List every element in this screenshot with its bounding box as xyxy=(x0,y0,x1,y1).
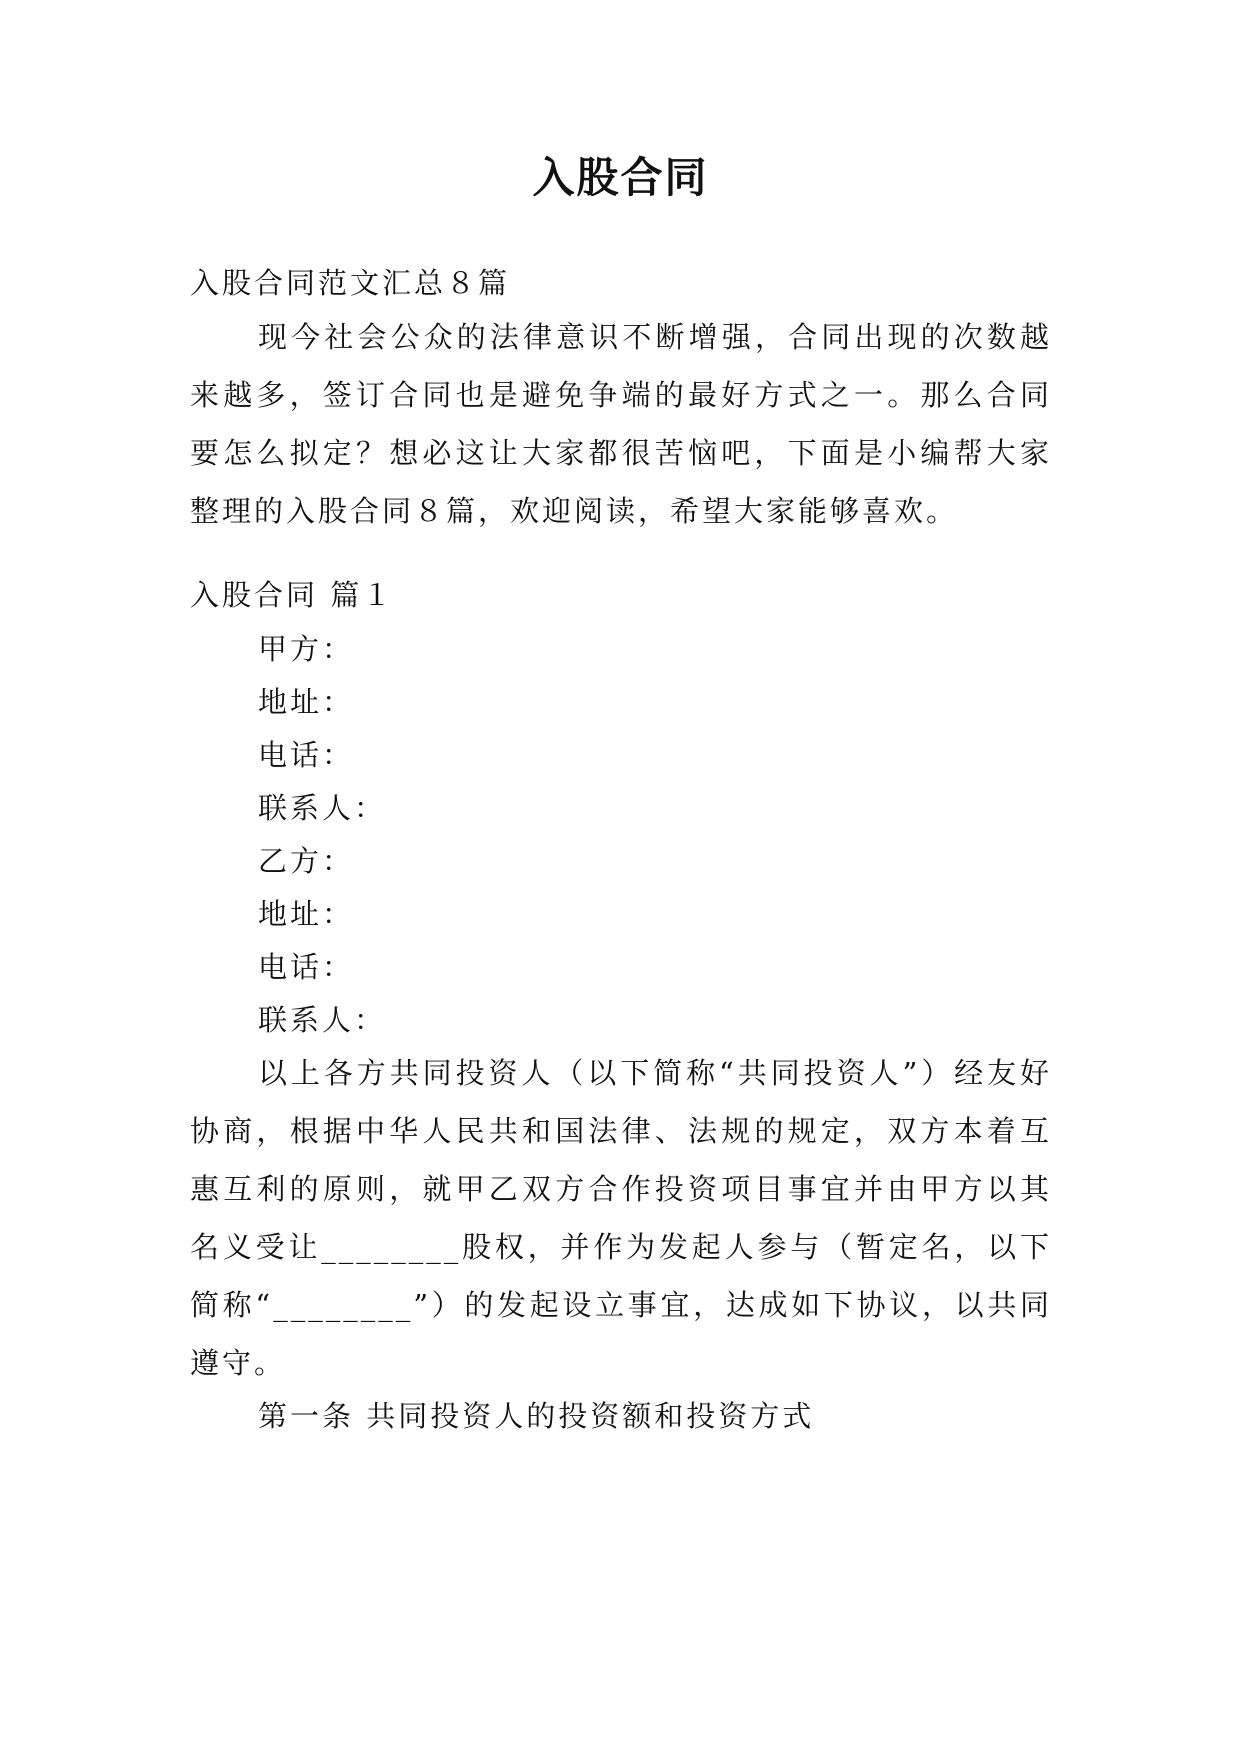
article-1-heading: 第一条 共同投资人的投资额和投资方式 xyxy=(258,1399,815,1433)
party-a-contact-label: 联系人： xyxy=(258,791,387,825)
intro-text: 现今社会公众的法律意识不断增强，合同出现的次数越来越多，签订合同也是避免争端的最好方式之一。那么合同要怎么拟定？想必这让大家都很苦恼吧，下面是小编帮大家整理的入股合同８篇，欢迎阅读，希望大家能够喜欢。 xyxy=(190,320,1052,528)
document-title: 入股合同 xyxy=(532,153,709,202)
preamble-paragraph xyxy=(190,1044,1052,1392)
intro-paragraph xyxy=(190,308,1052,540)
party-a-label: 甲方： xyxy=(258,632,355,666)
party-a-phone-label: 电话： xyxy=(258,738,355,772)
document-subtitle: 入股合同范文汇总８篇 xyxy=(190,266,511,300)
party-b-label: 乙方： xyxy=(258,844,355,878)
party-b-address-label: 地址： xyxy=(258,897,355,931)
party-a-address-label: 地址： xyxy=(258,685,355,719)
party-b-contact-label: 联系人： xyxy=(258,1003,387,1037)
party-b-phone-label: 电话： xyxy=(258,950,355,984)
preamble-text: 以上各方共同投资人（以下简称“共同投资人”）经友好协商，根据中华人民共和国法律、法规的规定，双方本着互惠互利的原则，就甲乙双方合作投资项目事宜并由甲方以其名义受让________股权，并作为发起人参与（暂定名，以下简称“________”）的发起设立事宜，达成如下协议，以共同遵守。 xyxy=(190,1056,1052,1380)
section-heading: 入股合同 篇１ xyxy=(190,578,395,612)
